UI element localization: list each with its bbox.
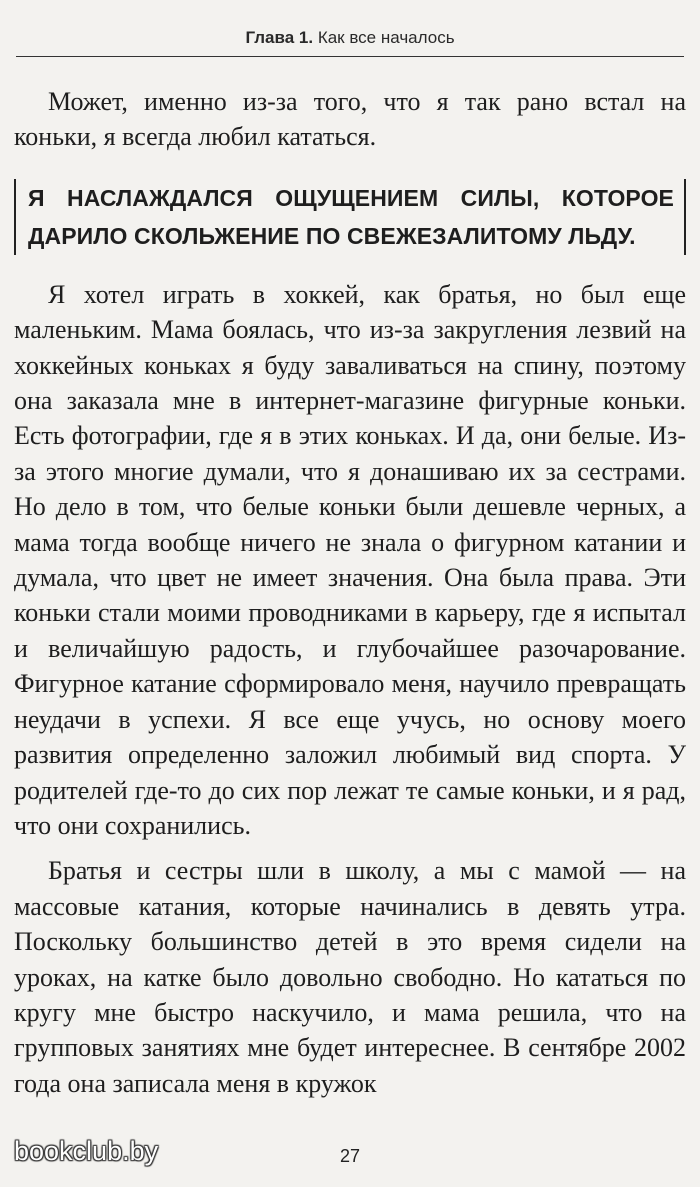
page-number: 27: [339, 1146, 361, 1166]
paragraph-2: Я хотел играть в хоккей, как братья, но был еще маленьким. Мама боялась, что из-за закругления лезвий на хоккейных коньках я буду заваливаться на спину, поэтому она заказала мне в интернет-магазине фигурные коньки. Есть фотографии, где я в этих коньках. И да, они белые. Из-за этого многие думали, что я донашиваю их за сестрами. Но дело в том, что белые коньки были дешевле черных, а мама тогда вообще ничего не знала о фигурном катании и думала, что цвет не имеет значения. Она была права. Эти коньки стали моими проводниками в карьеру, где я испытал и величайшую радость, и глубочайшее разочарование. Фигурное катание сформировало меня, научило превращать неудачи в успехи. Я все еще учусь, но основу моего развития определенно заложил любимый вид спорта. У родителей где-то до сих пор лежат те самые коньки, и я рад, что они сохранились.: [14, 279, 686, 840]
pull-quote: Я НАСЛАЖДАЛСЯ ОЩУЩЕНИЕМ СИЛЫ, КОТОРОЕ ДАРИЛО СКОЛЬЖЕНИЕ ПО СВЕЖЕЗАЛИТОМУ ЛЬДУ.: [14, 179, 686, 255]
paragraph-3: Братья и сестры шли в школу, а мы с мамой — на массовые катания, которые начинались в девять утра. Поскольку большинство детей в это время сидели на уроках, на катке было довольно свободно. Но кататься по кругу мне быстро наскучило, и мама решила, что на групповых занятиях мне будет интереснее. В сентябре 2002 года она записала меня в кружок: [14, 856, 686, 1098]
running-head: [16, 28, 684, 57]
chapter-label: Глава 1.: [245, 28, 314, 47]
watermark-logo: bookclub.by: [14, 1136, 159, 1166]
paragraph-1: Может, именно из-за того, что я так рано встал на коньки, я всегда любил кататься.: [14, 87, 686, 152]
chapter-title: Как все началось: [317, 28, 455, 47]
page-body: [14, 84, 686, 1101]
